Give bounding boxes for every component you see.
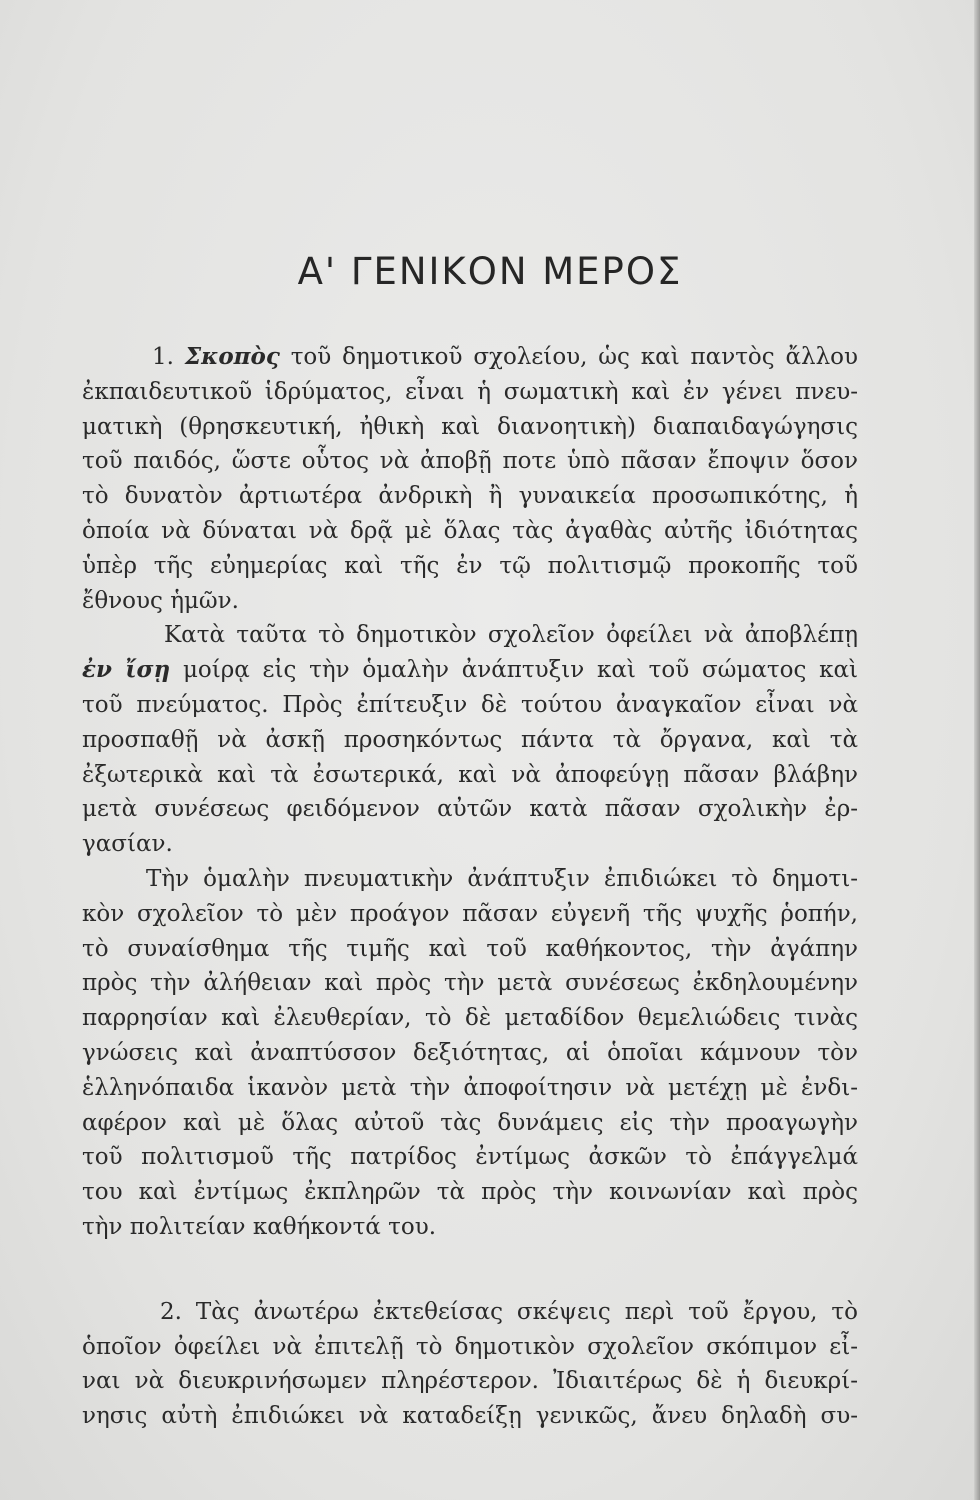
body-text (82, 340, 858, 1434)
text-line: τὸ συναίσθημα τῆς τιμῆς καὶ τοῦ καθήκοντος, τὴν ἀγάπην (82, 935, 858, 962)
text-line: ἐξωτερικὰ καὶ τὰ ἐσωτερικά, καὶ νὰ ἀποφεύγῃ πᾶσαν βλάβην (82, 761, 858, 788)
text-line: τοῦ πολιτισμοῦ τῆς πατρίδος ἐντίμως ἀσκῶν τὸ ἐπάγγελμά (82, 1144, 858, 1171)
section-number: 2. (160, 1298, 182, 1325)
text-line-emphasis (82, 653, 858, 688)
section-keyword: Σκοπὸς (184, 343, 280, 370)
text-line: ναι νὰ διευκρινήσωμεν πληρέστερον. Ἰδιαιτέρως δὲ ἡ διευκρί- (82, 1368, 858, 1395)
text-line: του καὶ ἐντίμως ἐκπληρῶν τὰ πρὸς τὴν κοινωνίαν καὶ πρὸς (82, 1179, 858, 1206)
emphasis-text: ἐν ἴσῃ (82, 656, 171, 684)
text-line: τοῦ παιδός, ὥστε οὗτος νὰ ἀποβῇ ποτε ὑπὸ πᾶσαν ἔποψιν ὅσον (82, 448, 858, 475)
section-number: 1. (152, 344, 174, 370)
text-line: μοίρᾳ εἰς τὴν ὁμαλὴν ἀνάπτυξιν καὶ τοῦ σώματος καὶ (182, 657, 858, 684)
text-line: κὸν σχολεῖον τὸ μὲν προάγον πᾶσαν εὐγενῆ τῆς ψυχῆς ῥοπήν, (82, 900, 858, 927)
text-line: νησις αὐτὴ ἐπιδιώκει νὰ καταδείξῃ γενικῶς, ἄνευ δηλαδὴ συ- (82, 1403, 858, 1430)
section-2-first-line (82, 1295, 858, 1330)
section-gap (82, 1245, 858, 1295)
text-line: τὸ δυνατὸν ἀρτιωτέρα ἀνδρικὴ ἢ γυναικεία προσωπικότης, ἡ (82, 483, 858, 510)
text-line: προσπαθῇ νὰ ἀσκῇ προσηκόντως πάντα τὰ ὄργανα, καὶ τὰ (82, 726, 858, 753)
text-line: ματικὴ (θρησκευτική, ἠθικὴ καὶ διανοητικὴ) διαπαιδαγώγησις (82, 413, 858, 440)
text-line: τοῦ δημοτικοῦ σχολείου, ὡς καὶ παντὸς ἄλλου (290, 344, 859, 370)
text-line: γνώσεις καὶ ἀναπτύσσον δεξιότητας, αἱ ὁποῖαι κάμνουν τὸν (82, 1039, 858, 1066)
page-edge-shadow (974, 0, 980, 1500)
text-line: πρὸς τὴν ἀλήθειαν καὶ πρὸς τὴν μετὰ συνέσεως ἐκδηλουμένην (82, 970, 858, 997)
text-line: αφέρον καὶ μὲ ὅλας αὐτοῦ τὰς δυνάμεις εἰς τὴν προαγωγὴν (82, 1109, 858, 1136)
text-line: παρρησίαν καὶ ἐλευθερίαν, τὸ δὲ μεταδίδον θεμελιώδεις τινὰς (82, 1005, 858, 1032)
text-line: ἐκπαιδευτικοῦ ἱδρύματος, εἶναι ἡ σωματικὴ καὶ ἐν γένει πνευ- (82, 378, 858, 405)
text-line: ὑπὲρ τῆς εὐημερίας καὶ τῆς ἐν τῷ πολιτισμῷ προκοπῆς τοῦ (82, 552, 858, 579)
text-line: ὁποῖον ὀφείλει νὰ ἐπιτελῇ τὸ δημοτικὸν σχολεῖον σκόπιμον εἶ- (82, 1333, 858, 1360)
text-line: ἑλληνόπαιδα ἱκανὸν μετὰ τὴν ἀποφοίτησιν νὰ μετέχῃ μὲ ἐνδι- (82, 1074, 858, 1101)
text-line: Κατὰ ταῦτα τὸ δημοτικὸν σχολεῖον ὀφείλει νὰ ἀποβλέπῃ (164, 622, 858, 649)
text-line: ὁποία νὰ δύναται νὰ δρᾷ μὲ ὅλας τὰς ἀγαθὰς αὐτῆς ἰδιότητας (82, 517, 858, 544)
text-line: μετὰ συνέσεως φειδόμενον αὐτῶν κατὰ πᾶσαν σχολικὴν ἐρ- (82, 796, 858, 823)
text-line: γασίαν. (82, 831, 173, 858)
section-1-first-line (82, 340, 858, 375)
text-line: Τὰς ἀνωτέρω ἐκτεθείσας σκέψεις περὶ τοῦ ἔργου, τὸ (195, 1298, 859, 1325)
text-line: τὴν πολιτείαν καθήκοντά του. (82, 1213, 437, 1240)
text-line: Τὴν ὁμαλὴν πνευματικὴν ἀνάπτυξιν ἐπιδιώκει τὸ δημοτι- (146, 865, 858, 892)
page-title: Α' ΓΕΝΙΚΟΝ ΜΕΡΟΣ (297, 250, 683, 293)
text-line: τοῦ πνεύματος. Πρὸς ἐπίτευξιν δὲ τούτου ἀναγκαῖον εἶναι νὰ (82, 691, 858, 718)
text-line: ἔθνους ἡμῶν. (82, 587, 239, 614)
